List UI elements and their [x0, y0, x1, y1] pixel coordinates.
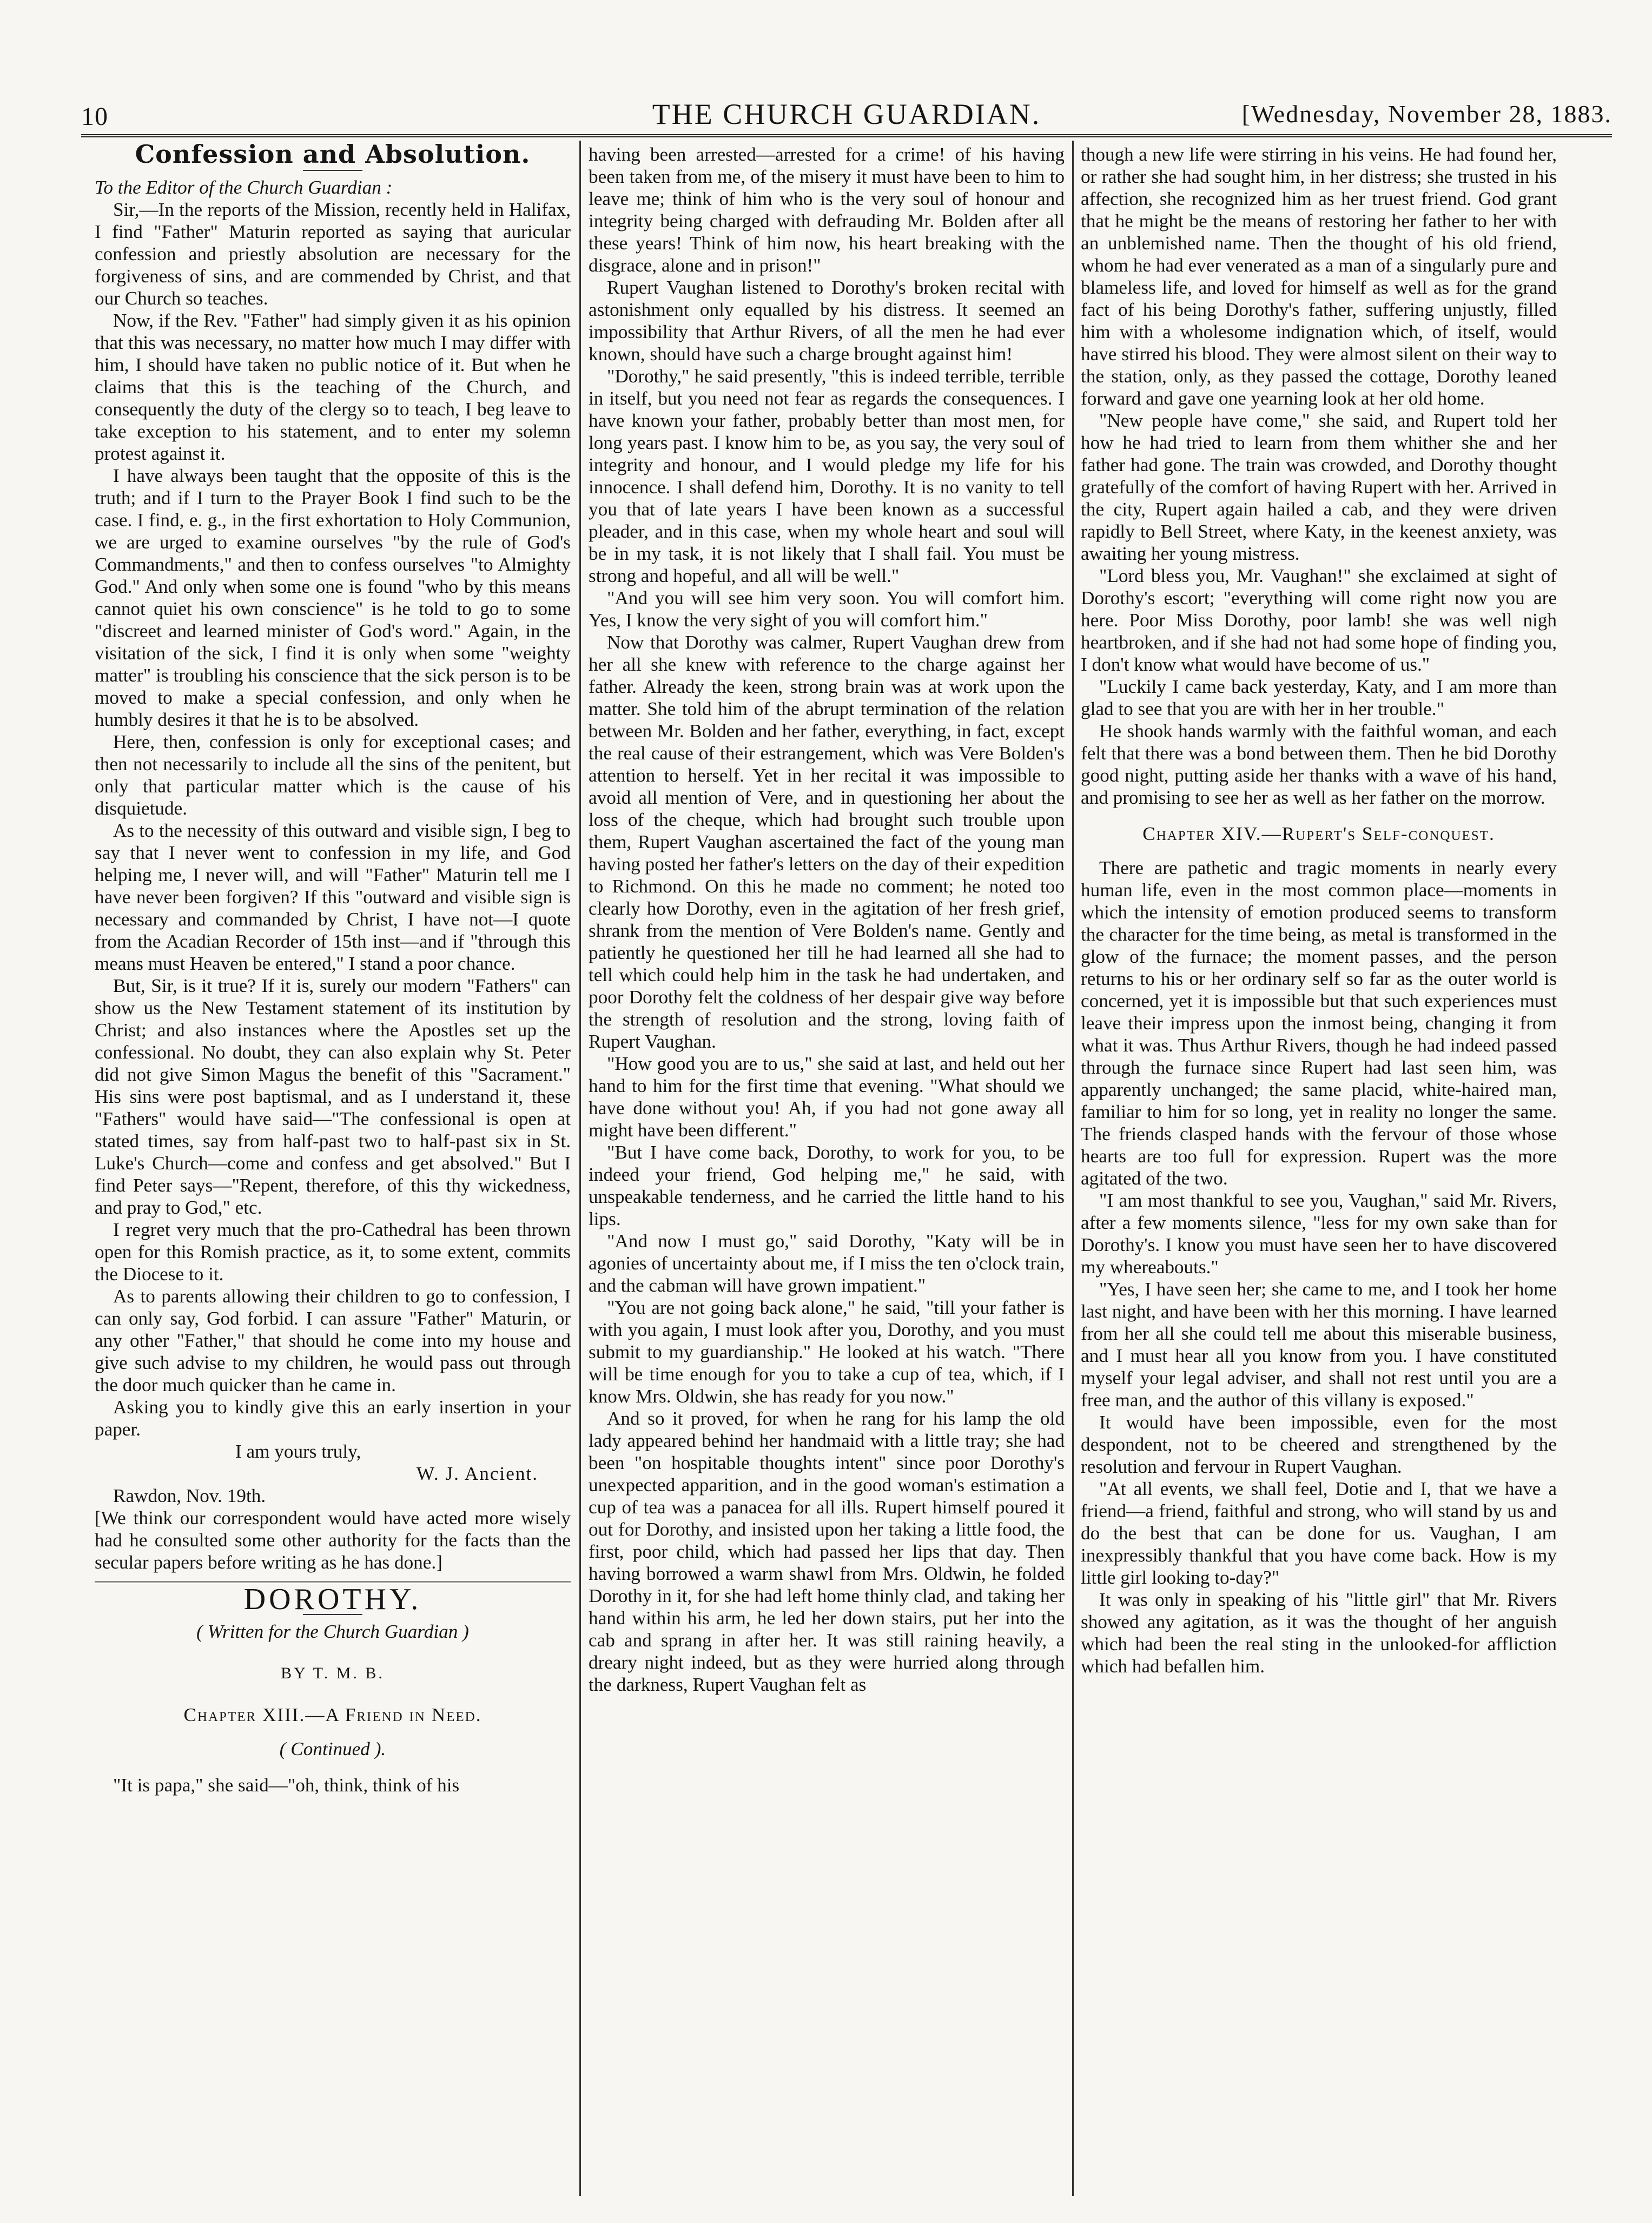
story-paragraph: "I am most thankful to see you, Vaughan," said Mr. Rivers, after a few moments silence, "less for my own sake than for Dorothy's. I know you must have seen her to have discovered my whereabouts." — [1081, 1190, 1557, 1278]
story-paragraph: "And you will see him very soon. You will comfort him. Yes, I know the very sight of you will comfort him." — [589, 587, 1065, 631]
letter-place-date: Rawdon, Nov. 19th. — [113, 1485, 266, 1506]
story-paragraph: "Lord bless you, Mr. Vaughan!" she exclaimed at sight of Dorothy's escort; "everything will come right now you are here. Poor Miss Dorothy, poor lamb! she was well nigh heartbroken, and if she had not had some hope of finding you, I don't know what would have become of us." — [1081, 565, 1557, 675]
story-paragraph: It would have been impossible, even for the most despondent, not to be cheered and strengthened by the resolution and fervour in Rupert Vaughan. — [1081, 1412, 1557, 1477]
story-paragraph: He shook hands warmly with the faithful woman, and each felt that there was a bond between them. Then he bid Dorothy good night, putting aside her thanks with a wave of his hand, and promising to see her as well as her father on the morrow. — [1081, 720, 1557, 808]
letter-salutation: To the Editor of the Church Guardian : — [95, 177, 393, 198]
masthead — [81, 97, 1612, 132]
story-paragraph: It was only in speaking of his "little girl" that Mr. Rivers showed any agitation, as it was the thought of her anguish which had been the real sting in the unlooked-for affliction which had befallen him. — [1081, 1589, 1557, 1677]
page-number: 10 — [81, 102, 108, 131]
letter-paragraph: But, Sir, is it true? If it is, surely our modern "Fathers" can show us the New Testament statement of its institution by Christ; and also instances where the Apostles set up the confessional. No doubt, they can also explain why St. Peter did not give Simon Magus the benefit of this "Sacrament." His sins were post baptismal, and as I understand it, these "Fathers" would have said—"The confessional is open at stated times, say from half-past two to half-past six in St. Luke's Church—come and confess and get absolved." But I find Peter says—"Repent, therefore, of this thy wickedness, and pray to God," etc. — [95, 975, 571, 1218]
column-divider — [579, 141, 581, 2196]
story-paragraph: "New people have come," she said, and Rupert told her how he had tried to learn from them whither she and her father had gone. The train was crowded, and Dorothy thought gratefully of the comfort of having Rupert with her. Arrived in the city, Rupert again hailed a cab, and they were driven rapidly to Bell Street, where Katy, in the keenest anxiety, was awaiting her young mistress. — [1081, 410, 1557, 564]
story-paragraph: "At all events, we shall feel, Dotie and I, that we have a friend—a friend, faithful and strong, who will stand by us and do the best that can be done for us. Vaughan, I am inexpressibly thankful that you have come back. How is my little girl looking to-day?" — [1081, 1478, 1557, 1588]
column-1 — [95, 143, 571, 2193]
chapter-heading: Chapter XIII.—A Friend in Need. — [183, 1704, 482, 1725]
story-paragraph: "Dorothy," he said presently, "this is indeed terrible, terrible in itself, but you need not fear as regards the consequences. I have known your father, probably better than most men, for long years past. I know him to be, as you say, the very soul of integrity and honour, and I would pledge my life for his innocence. I shall defend him, Dorothy. It is no vanity to tell you that of late years I have been known as a successful pleader, and in this case, when my whole heart and soul will be in my task, it is not likely that I shall fail. You must be strong and hopeful, and all will be well." — [589, 366, 1065, 586]
story-paragraph: having been arrested—arrested for a crime! of his having been taken from me, of the misery it must have been to him to leave me; think of him who is the very soul of honour and integrity being charged with defrauding Mr. Bolden after all these years! Think of him now, his heart breaking with the disgrace, alone and in prison!" — [589, 144, 1065, 276]
letter-signature: W. J. Ancient. — [416, 1463, 538, 1484]
story-subtitle: ( Written for the Church Guardian ) — [196, 1621, 469, 1642]
story-paragraph: though a new life were stirring in his veins. He had found her, or rather she had sought him, in her distress; she trusted in his affection, she recognized him as her truest friend. God grant that he might be the means of restoring her father to her with an unblemished name. Then the thought of his old friend, whom he had ever venerated as a man of a singularly pure and blameless life, and loved for himself as well as for the grand fact of his being Dorothy's father, suffering unjustly, filled him with a wholesome indignation which, of itself, would have stirred his blood. They were almost silent on their way to the station, only, as they passed the cottage, Dorothy leaned forward and gave one yearning look at her old home. — [1081, 144, 1557, 409]
story-paragraph: Now that Dorothy was calmer, Rupert Vaughan drew from her all she knew with reference to the charge against her father. Already the keen, strong brain was at work upon the matter. She told him of the abrupt termination of the relation between Mr. Bolden and her father, everything, in fact, except the real cause of their estrangement, which was Vere Bolden's attention to herself. Yet in her recital it was impossible to avoid all mention of Vere, and in questioning her about the loss of the cheque, which had brought such trouble upon them, Rupert Vaughan ascertained the fact of the young man having posted her father's letters on the day of their expedition to Richmond. On this he made no comment; he noted too clearly how Dorothy, even in the agitation of her fresh grief, shrank from the mention of Vere Bolden's name. Gently and patiently he questioned her till he had learned all she had to tell which could help him in the task he had undertaken, and poor Dorothy felt the coldness of her despair give way before the strength of resolution and the strong, loving faith of Rupert Vaughan. — [589, 632, 1065, 1052]
story-paragraph: "It is papa," she said—"oh, think, think of his — [113, 1775, 460, 1796]
editor-note: [We think our correspondent would have acted more wisely had he consulted some other authority for the facts than the secular papers before writing as he has done.] — [95, 1507, 571, 1573]
column-2 — [589, 143, 1065, 2193]
story-paragraph: "You are not going back alone," he said, "till your father is with you again, I must look after you, Dorothy, and you must submit to my guardianship." He looked at his watch. "There will be time enough for you to take a cup of tea, which, if I know Mrs. Oldwin, she has ready for you now." — [589, 1297, 1065, 1407]
story-byline: BY T. M. B. — [281, 1664, 385, 1682]
letter-paragraph: I regret very much that the pro-Cathedral has been thrown open for this Romish practice, as it, to some extent, commits the Diocese to it. — [95, 1219, 571, 1285]
issue-date: [Wednesday, November 28, 1883. — [1241, 100, 1612, 128]
story-paragraph: "How good you are to us," she said at last, and held out her hand to him for the first time that evening. "What should we have done without you! Ah, if you had not gone away all might have been different." — [589, 1053, 1065, 1141]
story-paragraph: There are pathetic and tragic moments in nearly every human life, even in the most common place—moments in which the intensity of emotion produced seems to transform the character for the time being, as metal is transformed in the glow of the furnace; the moment passes, and the person returns to his or her ordinary self so far as the outer world is concerned, yet it is impossible but that such experiences must leave their impress upon the inmost being, changing it from what it was. Thus Arthur Rivers, though he had indeed passed through the furnace since Rupert had last seen him, was apparently unchanged; the same placid, white-haired man, familiar to him for so long, yet in reality no longer the same. The friends clasped hands with the fervour of those whose hearts are too full for expression. Rupert was the more agitated of the two. — [1081, 857, 1557, 1189]
header-rule — [81, 134, 1612, 137]
story-paragraph: "And now I must go," said Dorothy, "Katy will be in agonies of uncertainty about me, if I miss the ten o'clock train, and the cabman will have grown impatient." — [589, 1230, 1065, 1296]
letter-closing: I am yours truly, — [235, 1441, 361, 1462]
letter-paragraph: Asking you to kindly give this an early insertion in your paper. — [95, 1397, 571, 1440]
letter-paragraph: Here, then, confession is only for exceptional cases; and then not necessarily to include all the sins of the penitent, but only that particular matter which is the cause of his disquietude. — [95, 731, 571, 819]
story-paragraph: "Yes, I have seen her; she came to me, and I took her home last night, and have been with her this morning. I have learned from her all she could tell me about this miserable business, and I must hear all you know from you. I have constituted myself your legal adviser, and shall not rest until you are a free man, and the author of this villany is exposed." — [1081, 1279, 1557, 1411]
letter-title: Confession and Absolution. — [135, 143, 531, 169]
story-title: DOROTHY. — [243, 1583, 422, 1616]
letter-paragraph: I have always been taught that the opposite of this is the truth; and if I turn to the Prayer Book I find such to be the case. I find, e. g., in the first exhortation to Holy Communion, we are urged to examine ourselves "by the rule of God's Commandments," and then to confess ourselves "to Almighty God." And only when some one is found "who by this means cannot quiet his own conscience" is he told to go to some "discreet and learned minister of God's word." Again, in the visitation of the sick, I find it is only when some "weighty matter" is troubling his conscience that the sick person is to be moved to make a special confession, and only when he humbly desires it that he is to be absolved. — [95, 465, 571, 730]
chapter-heading: Chapter XIV.—Rupert's Self-conquest. — [1142, 823, 1495, 844]
column-divider — [1072, 141, 1074, 2196]
letter-paragraph: As to parents allowing their children to go to confession, I can only say, God forbid. I can assure "Father" Maturin, or any other "Father," that should he come into my house and give such advise to my children, he would pass out through the door much quicker than he came in. — [95, 1286, 571, 1395]
story-paragraph: "Luckily I came back yesterday, Katy, and I am more than glad to see that you are with her in her trouble." — [1081, 676, 1557, 719]
letter-paragraph: As to the necessity of this outward and visible sign, I beg to say that I never went to confession in my life, and God helping me, I never will, and will "Father" Maturin tell me I have never been forgiven? If this "outward and visible sign is necessary and commanded by Christ, I have not—I quote from the Acadian Recorder of 15th inst—and if "through this means must Heaven be entered," I stand a poor chance. — [95, 820, 571, 974]
continued-note: ( Continued ). — [279, 1738, 386, 1759]
title-rule — [303, 170, 362, 171]
letter-paragraph: Sir,—In the reports of the Mission, recently held in Halifax, I find "Father" Maturin reported as saying that auricular confession and priestly absolution are necessary for the forgiveness of sins, and are commended by Christ, and that our Church so teaches. — [95, 199, 571, 309]
story-paragraph: Rupert Vaughan listened to Dorothy's broken recital with astonishment only equalled by his distress. It seemed an impossibility that Arthur Rivers, of all the men he had ever known, should have such a charge brought against him! — [589, 277, 1065, 365]
story-paragraph: And so it proved, for when he rang for his lamp the old lady appeared behind her handmaid with a little tray; she had been "on hospitable thoughts intent" since poor Dorothy's unexpected apparition, and in the good woman's estimation a cup of tea was a panacea for all ills. Rupert himself poured it out for Dorothy, and insisted upon her taking a little food, the first, poor child, which had passed her lips that day. Then having borrowed a warm shawl from Mrs. Oldwin, he folded Dorothy in it, for she had left home thinly clad, and taking her hand within his arm, he led her down stairs, put her into the cab and sprang in after her. It was still raining heavily, a dreary night indeed, but as they were hurried along through the darkness, Rupert Vaughan felt as — [589, 1408, 1065, 1695]
newspaper-title: THE CHURCH GUARDIAN. — [652, 98, 1041, 130]
story-paragraph: "But I have come back, Dorothy, to work for you, to be indeed your friend, God helping me," he said, with unspeakable tenderness, and he carried the little hand to his lips. — [589, 1142, 1065, 1229]
column-3 — [1081, 143, 1557, 2193]
letter-paragraph: Now, if the Rev. "Father" had simply given it as his opinion that this was necessary, no matter how much I may differ with him, I should have taken no public notice of it. But when he claims that this is the teaching of the Church, and consequently the duty of the clergy so to teach, I beg leave to take exception to his statement, and to enter my solemn protest against it. — [95, 310, 571, 464]
